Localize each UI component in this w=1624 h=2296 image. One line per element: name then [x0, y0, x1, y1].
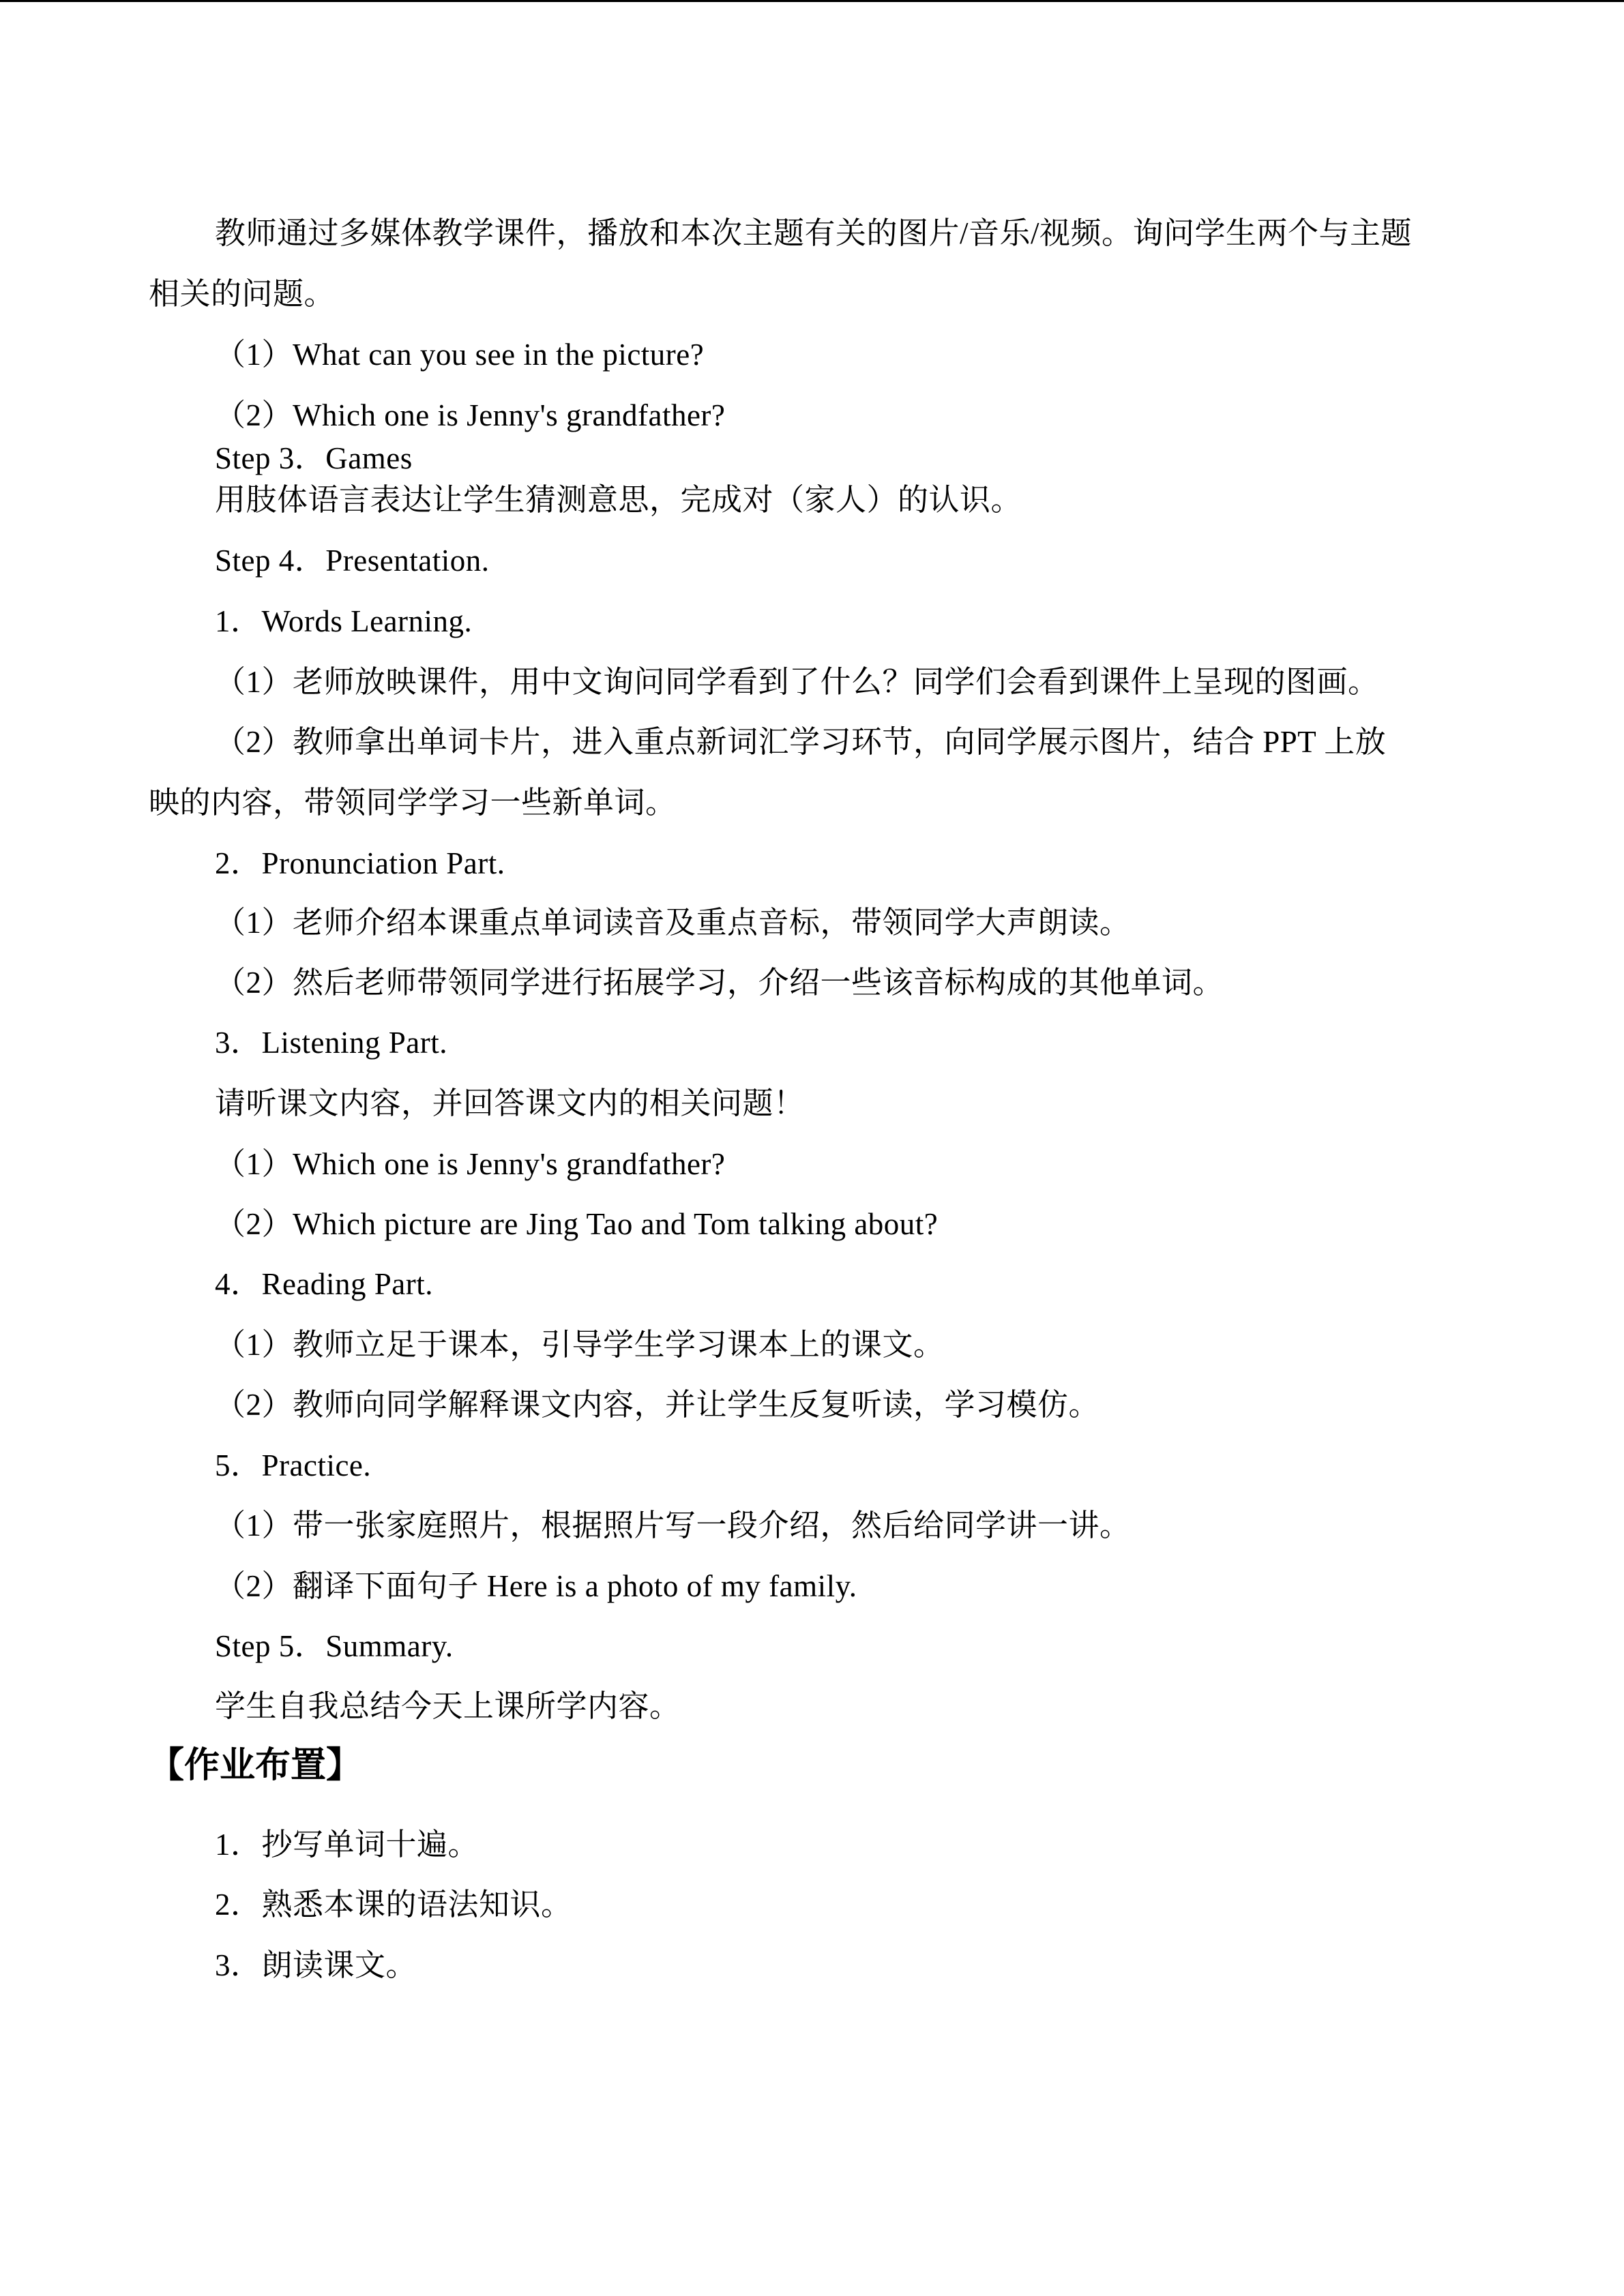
listening-title: 3．Listening Part.: [215, 1026, 447, 1060]
words-learning-item-1: （1）老师放映课件，用中文询问同学看到了什么？同学们会看到课件上呈现的图画。: [215, 665, 1379, 699]
homework-item-2: 2．熟悉本课的语法知识。: [215, 1888, 572, 1922]
intro-line-2: 相关的问题。: [149, 277, 336, 311]
listening-item-2: （2）Which picture are Jing Tao and Tom talking about?: [215, 1207, 939, 1241]
step3-title: Step 3．Games: [215, 441, 413, 475]
pronunciation-item-1: （1）老师介绍本课重点单词读音及重点音标，带领同学大声朗读。: [215, 906, 1131, 940]
words-learning-item-2-line-1: （2）教师拿出单词卡片，进入重点新词汇学习环节，向同学展示图片，结合 PPT 上放: [215, 725, 1387, 759]
homework-item-1: 1．抄写单词十遍。: [215, 1828, 479, 1862]
practice-item-1: （1）带一张家庭照片，根据照片写一段介绍，然后给同学讲一讲。: [215, 1508, 1131, 1542]
practice-item-2: （2）翻译下面句子 Here is a photo of my family.: [215, 1569, 857, 1603]
step5-title: Step 5．Summary.: [215, 1629, 454, 1663]
listening-text: 请听课文内容，并回答课文内的相关问题！: [215, 1086, 805, 1120]
reading-item-1: （1）教师立足于课本，引导学生学习课本上的课文。: [215, 1328, 945, 1362]
step3-text: 用肢体语言表达让学生猜测意思，完成对（家人）的认识。: [215, 483, 1022, 517]
words-learning-item-2-line-2: 映的内容，带领同学学习一些新单词。: [149, 786, 677, 820]
intro-question-1: （1）What can you see in the picture?: [215, 338, 705, 372]
intro-question-2: （2）Which one is Jenny's grandfather?: [215, 398, 726, 432]
step4-title: Step 4．Presentation.: [215, 543, 490, 578]
homework-item-3: 3．朗读课文。: [215, 1948, 417, 1982]
reading-title: 4．Reading Part.: [215, 1267, 433, 1301]
step5-text: 学生自我总结今天上课所学内容。: [215, 1689, 681, 1723]
pronunciation-item-2: （2）然后老师带领同学进行拓展学习，介绍一些该音标构成的其他单词。: [215, 966, 1224, 1000]
reading-item-2: （2）教师向同学解释课文内容，并让学生反复听读，学习模仿。: [215, 1388, 1100, 1422]
intro-line-1: 教师通过多媒体教学课件，播放和本次主题有关的图片/音乐/视频。询问学生两个与主题: [215, 216, 1413, 250]
listening-item-1: （1）Which one is Jenny's grandfather?: [215, 1147, 726, 1181]
homework-heading: 【作业布置】: [149, 1745, 362, 1786]
pronunciation-title: 2．Pronunciation Part.: [215, 846, 505, 880]
words-learning-title: 1．Words Learning.: [215, 604, 473, 638]
practice-title: 5．Practice.: [215, 1448, 372, 1482]
